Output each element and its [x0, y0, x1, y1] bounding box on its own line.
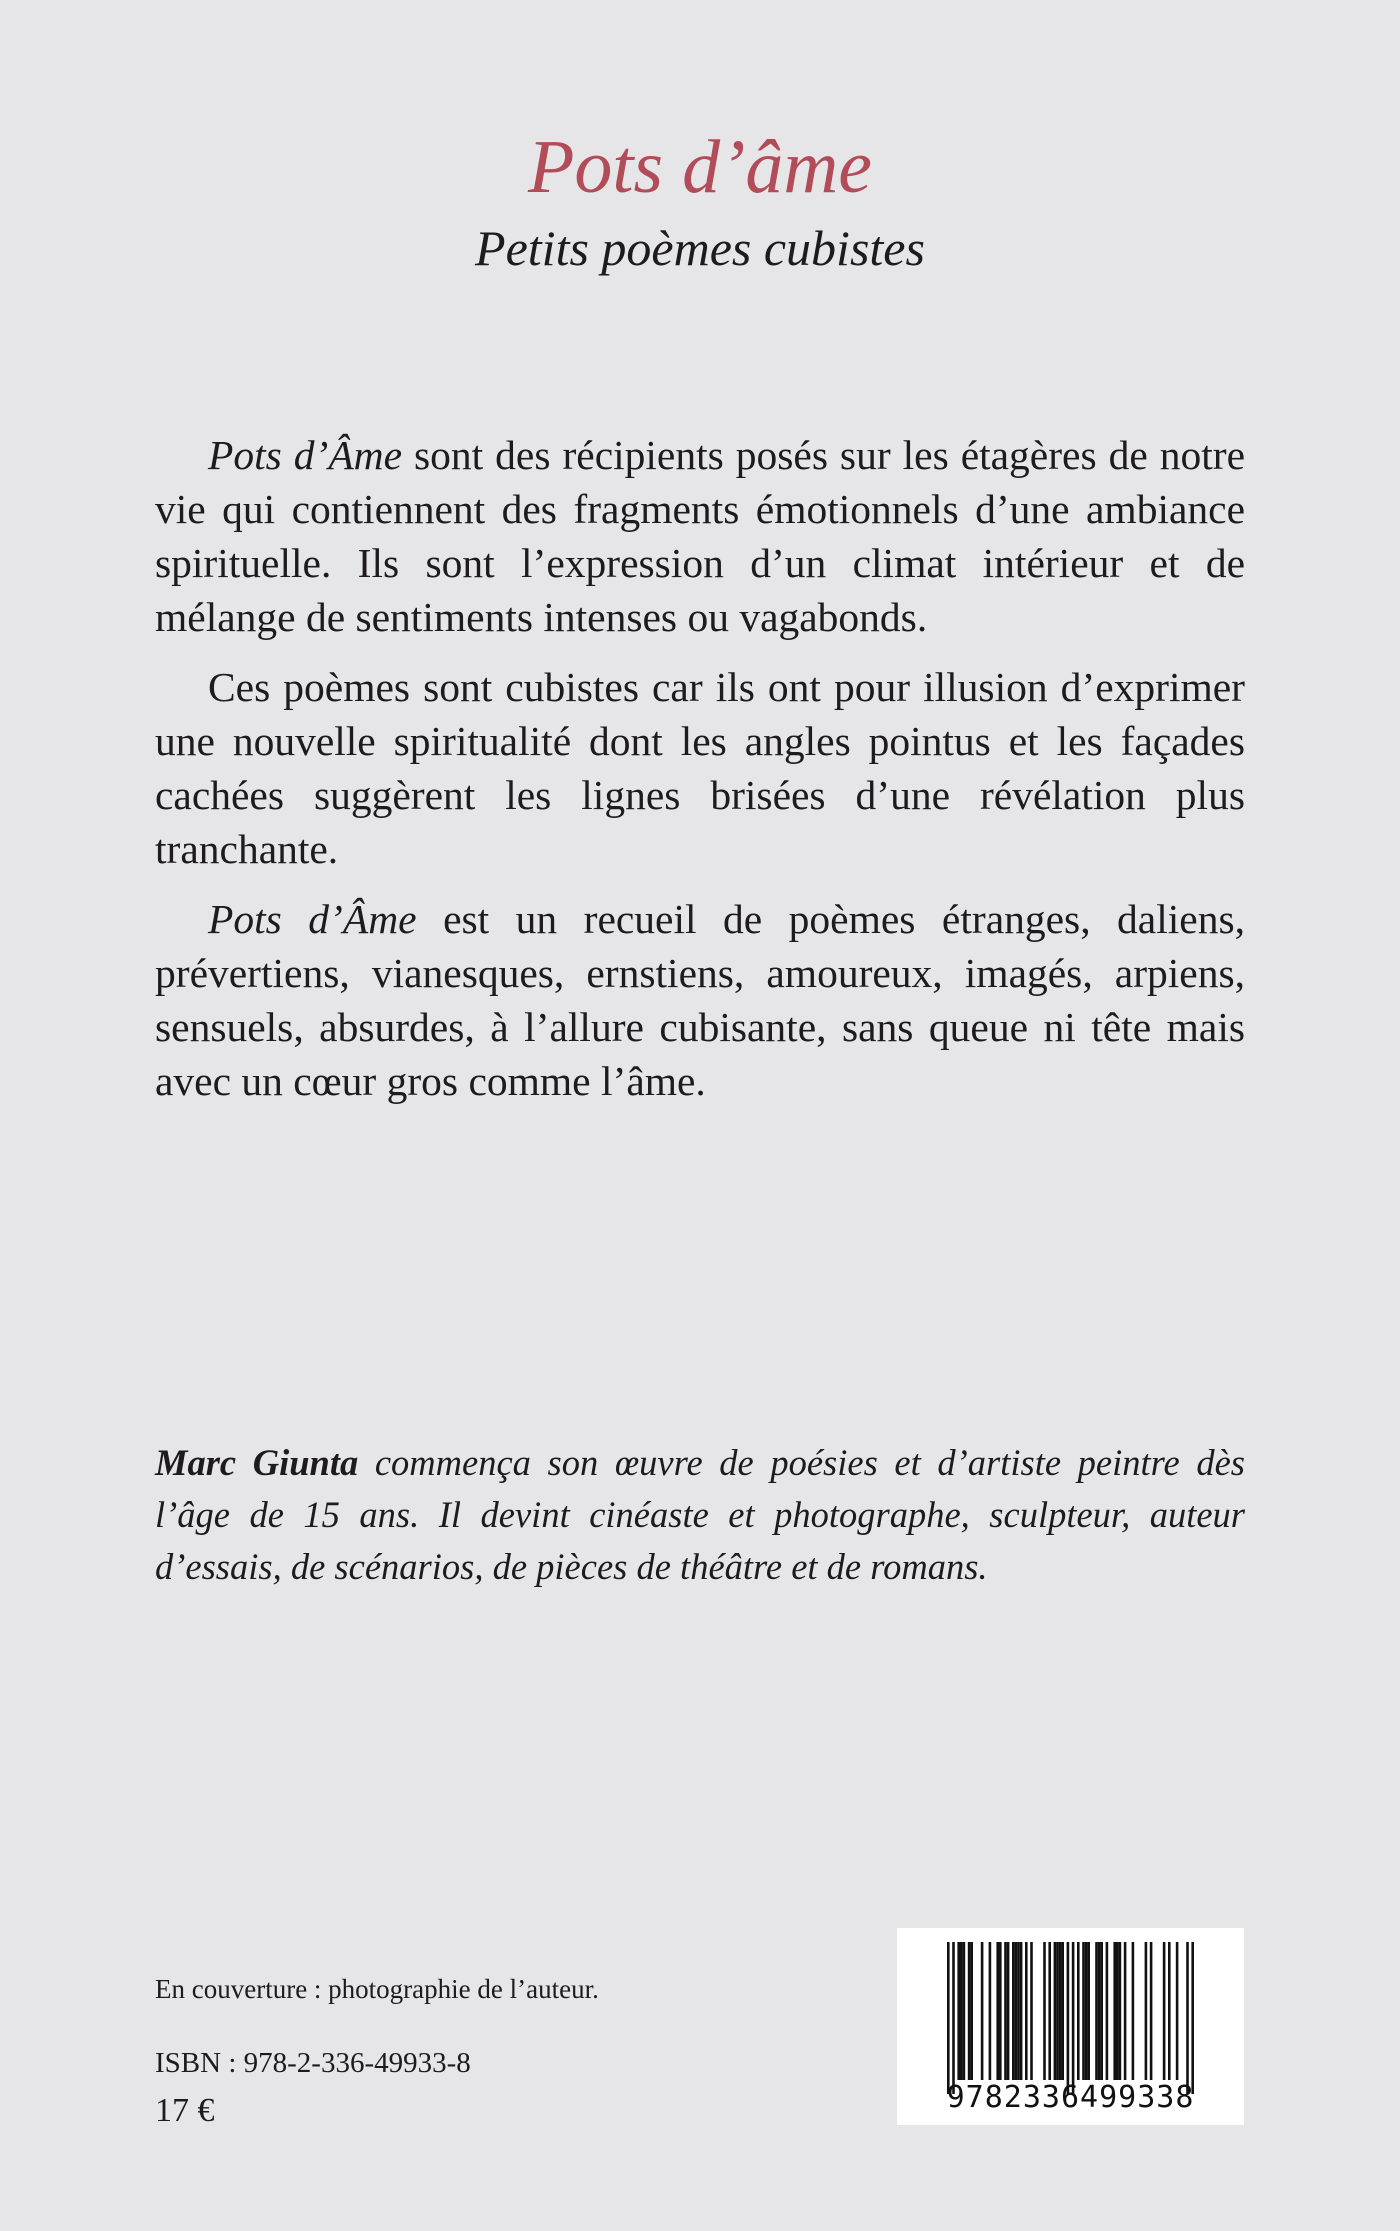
- barcode-bar: [1098, 1942, 1101, 2080]
- barcode-bar: [1025, 1942, 1028, 2080]
- barcode-bar: [970, 1942, 973, 2080]
- barcode-bar: [1124, 1942, 1127, 2080]
- barcode-bar: [963, 1942, 966, 2080]
- price: 17 €: [155, 2092, 215, 2129]
- summary-paragraph-1: [155, 428, 1245, 644]
- barcode-bar: [1168, 1942, 1171, 2080]
- barcode-bar: [1116, 1942, 1119, 2080]
- summary-p3-text: est un recueil de poèmes étranges, daliens, prévertiens, vianesques, ernstiens, amoureux, imagés, arpiens, sensuels, absurdes, à l’allure cubisante, sans queue ni tête mais avec un cœur gros comme l’âme.: [155, 896, 1245, 1104]
- barcode-bar: [947, 1942, 950, 2094]
- summary-paragraph-2: Ces poèmes sont cubistes car ils ont pour illusion d’exprimer une nouvelle spiritualité dont les angles pointus et les façades cachées suggèrent les lignes brisées d’une révélation plus tranchante.: [155, 664, 1245, 872]
- barcode-bar: [981, 1942, 984, 2080]
- barcode-bar: [1043, 1942, 1046, 2080]
- barcode-bar: [1004, 1942, 1007, 2080]
- barcode-bar: [1106, 1942, 1109, 2080]
- barcode-bar: [1119, 1942, 1122, 2080]
- barcode-bar: [1048, 1942, 1051, 2080]
- cover-photo-credit: En couverture : photographie de l’auteur.: [155, 1974, 599, 2004]
- barcode-bar: [1054, 1942, 1057, 2080]
- barcode-bar: [1113, 1942, 1116, 2080]
- barcode-bar: [1067, 1942, 1070, 2094]
- barcode-bar: [996, 1942, 999, 2080]
- back-cover-summary: [155, 428, 1245, 1124]
- barcode-bar: [1191, 1942, 1194, 2094]
- book-title: Pots d’âme: [527, 125, 873, 209]
- barcode-bar: [1030, 1942, 1033, 2080]
- barcode-bar: [960, 1942, 963, 2080]
- barcode-digits: 9782336499338: [946, 2080, 1195, 2115]
- barcode-bar: [1059, 1942, 1062, 2080]
- barcode-bar: [1186, 1942, 1189, 2094]
- summary-p1-title: Pots d’Âme: [208, 432, 403, 478]
- summary-p3-title: Pots d’Âme: [208, 896, 417, 942]
- barcode-bar: [1012, 1942, 1015, 2080]
- barcode-bar: [1163, 1942, 1166, 2080]
- barcode-bar: [1176, 1942, 1179, 2080]
- summary-p1-text: sont des récipients posés sur les étagères de notre vie qui contiennent des fragments émotionnels d’une ambiance spirituelle. Ils sont l’expression d’un climat intérieur et de mélange de sentiments intenses ou vagabonds.: [155, 432, 1245, 640]
- barcode-bar: [1145, 1942, 1148, 2080]
- barcode-bar: [952, 1942, 955, 2094]
- barcode-bar: [989, 1942, 992, 2080]
- book-subtitle: Petits poèmes cubistes: [475, 220, 925, 276]
- author-bio: [155, 1437, 1245, 1593]
- barcode-bar: [1132, 1942, 1135, 2080]
- barcode-bar: [1015, 1942, 1018, 2080]
- barcode-bar: [1017, 1942, 1020, 2080]
- barcode-bar: [1150, 1942, 1153, 2080]
- barcode-bar: [1061, 1942, 1064, 2080]
- barcode-bar: [968, 1942, 971, 2080]
- barcode-bar: [999, 1942, 1002, 2080]
- barcode-bar: [1007, 1942, 1010, 2080]
- barcode-bar: [1056, 1942, 1059, 2080]
- barcode-bar: [1077, 1942, 1080, 2080]
- barcode-bar: [1095, 1942, 1098, 2080]
- barcode-bar: [1082, 1942, 1085, 2080]
- barcode: [897, 1928, 1244, 2125]
- author-bio-text: commença son œuvre de poésies et d’artiste peintre dès l’âge de 15 ans. Il devint cinéaste et photographe, sculpteur, auteur d’essais, de scénarios, de pièces de théâtre et de romans.: [155, 1442, 1245, 1587]
- summary-paragraph-3: [155, 892, 1245, 1108]
- author-name: Marc Giunta: [155, 1442, 359, 1483]
- barcode-bar: [1085, 1942, 1088, 2080]
- barcode-bar: [1100, 1942, 1103, 2080]
- barcode-bar: [957, 1942, 960, 2080]
- barcode-bar: [1020, 1942, 1023, 2080]
- barcode-bar: [1072, 1942, 1075, 2094]
- barcode-bar: [1087, 1942, 1090, 2080]
- isbn: ISBN : 978-2-336-49933-8: [155, 2047, 471, 2079]
